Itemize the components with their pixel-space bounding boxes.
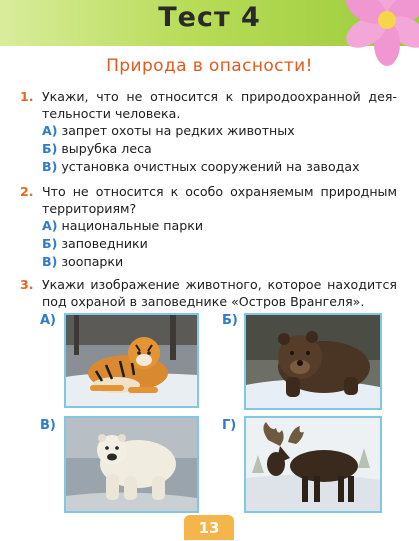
- option-letter: А): [42, 218, 58, 233]
- option-letter: Б): [42, 236, 58, 251]
- option-text: зоопарки: [61, 254, 124, 269]
- tiger-icon: [66, 315, 197, 406]
- question-text: Укажи, что не относится к природоохранной дея-тельности человека.: [42, 89, 397, 121]
- option-letter: В): [42, 254, 58, 269]
- polar-bear-icon: [66, 418, 197, 511]
- polar-bear-image-option[interactable]: [64, 416, 199, 513]
- question-3: [20, 276, 397, 310]
- answer-option[interactable]: [42, 217, 397, 235]
- option-letter: Б): [42, 141, 58, 156]
- answer-option[interactable]: [42, 158, 397, 176]
- question-1: [20, 88, 397, 176]
- option-text: заповедники: [61, 236, 148, 251]
- page-number: 13: [184, 515, 234, 540]
- option-text: вырубка леса: [61, 141, 152, 156]
- option-text: установка очистных сооружений на заводах: [61, 159, 360, 174]
- option-text: запрет охоты на редких животных: [61, 123, 295, 138]
- answer-option[interactable]: [42, 235, 397, 253]
- option-letter-b: Б): [222, 313, 238, 328]
- option-letter: В): [42, 159, 58, 174]
- option-letter-d: Г): [222, 418, 237, 433]
- brown-bear-icon: [246, 315, 380, 408]
- tiger-image-option[interactable]: [64, 313, 199, 408]
- option-letter-a: А): [40, 313, 57, 328]
- question-number: 2.: [20, 184, 34, 199]
- question-number: 3.: [20, 277, 34, 292]
- brown-bear-image-option[interactable]: [244, 313, 382, 410]
- moose-image-option[interactable]: [244, 416, 382, 513]
- page-title: Тест 4: [158, 2, 261, 33]
- answer-option[interactable]: [42, 253, 397, 271]
- option-text: национальные парки: [61, 218, 204, 233]
- answer-option[interactable]: [42, 122, 397, 140]
- question-number: 1.: [20, 89, 34, 104]
- option-letter: А): [42, 123, 58, 138]
- question-text: Что не относится к особо охраняемым природным территориям?: [42, 184, 397, 216]
- test-subtitle: Природа в опасности!: [106, 56, 313, 76]
- moose-icon: [246, 418, 380, 511]
- question-text: Укажи изображение животного, которое находится под охраной в заповеднике «Остров Врангеля».: [42, 277, 397, 309]
- option-letter-c: В): [40, 418, 56, 433]
- answer-option[interactable]: [42, 140, 397, 158]
- question-2: [20, 183, 397, 271]
